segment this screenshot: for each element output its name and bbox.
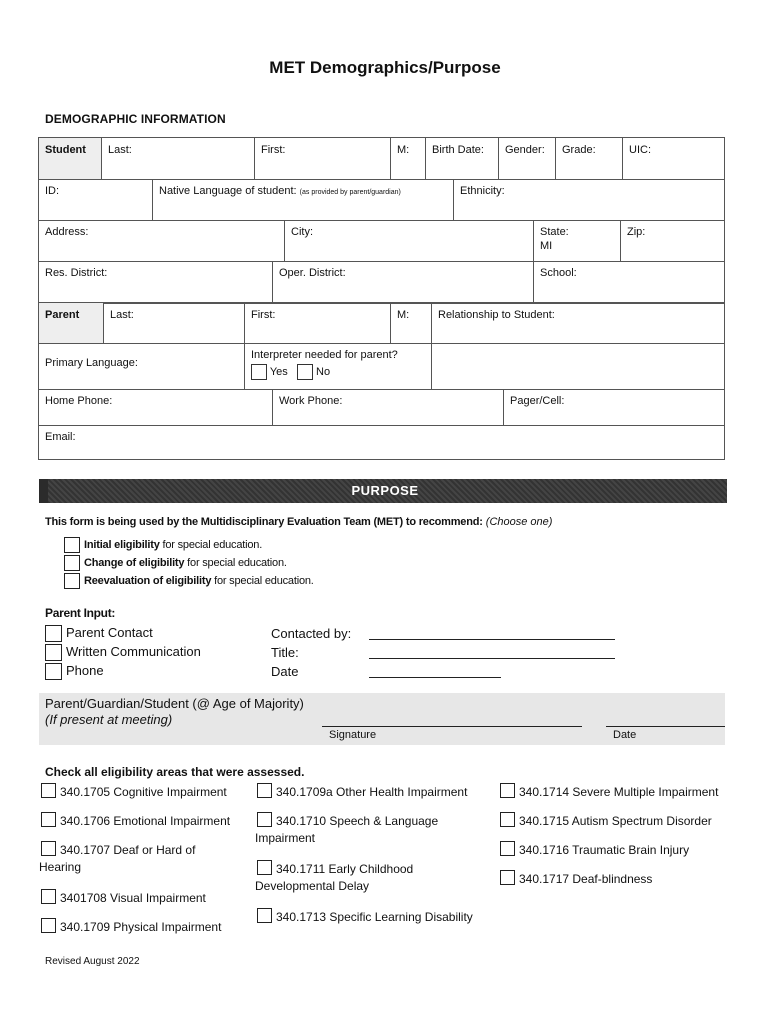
primary-language-field[interactable]: Primary Language: xyxy=(39,343,245,389)
checkbox[interactable] xyxy=(500,870,515,885)
title-label: Title: xyxy=(271,645,299,660)
parent-middle-field[interactable]: M: xyxy=(391,303,432,343)
interpreter-field xyxy=(245,343,432,389)
interpreter-yes-checkbox[interactable] xyxy=(251,364,267,380)
elig-severe-multiple[interactable] xyxy=(500,783,718,799)
city-field[interactable]: City: xyxy=(285,220,534,261)
revision-footer: Revised August 2022 xyxy=(45,956,140,967)
checkbox[interactable] xyxy=(64,573,80,589)
checkbox[interactable] xyxy=(257,812,272,827)
checkbox[interactable] xyxy=(41,889,56,904)
zip-field[interactable]: Zip: xyxy=(627,226,646,238)
language-row xyxy=(39,343,724,390)
interpreter-yes-label: Yes xyxy=(269,365,288,378)
purpose-heading: PURPOSE xyxy=(351,483,419,498)
elig-physical[interactable] xyxy=(41,918,221,934)
elig-label: 340.1709 Physical Impairment xyxy=(60,920,222,934)
blank-field xyxy=(432,343,724,389)
sig-date-label: Date xyxy=(613,729,637,741)
option-label: Parent Contact xyxy=(66,625,153,640)
parent-contact-option[interactable] xyxy=(45,623,201,642)
email-field[interactable]: Email: xyxy=(45,431,76,443)
checkbox[interactable] xyxy=(257,783,272,798)
grade-field[interactable]: Grade: xyxy=(556,138,623,179)
address-field[interactable]: Address: xyxy=(39,220,285,261)
elig-emotional[interactable] xyxy=(41,812,230,828)
option-label: Phone xyxy=(66,663,104,679)
elig-speech[interactable] xyxy=(257,812,438,828)
purpose-option-reevaluation[interactable] xyxy=(64,572,314,590)
elig-visual[interactable] xyxy=(41,889,206,905)
checkbox[interactable] xyxy=(41,783,56,798)
native-language-field[interactable] xyxy=(153,179,454,220)
elig-deaf-hoh-cont: Hearing xyxy=(39,860,82,874)
guardian-signature-box xyxy=(39,693,725,745)
parent-first-field[interactable]: First: xyxy=(245,303,391,343)
elig-other-health[interactable] xyxy=(257,783,467,799)
home-phone-field[interactable]: Home Phone: xyxy=(39,389,273,425)
checkbox[interactable] xyxy=(257,860,272,875)
district-row xyxy=(39,261,724,304)
guardian-line1: Parent/Guardian/Student (@ Age of Majority) xyxy=(45,696,304,711)
contacted-by-label: Contacted by: xyxy=(271,626,352,641)
elig-label: 340.1717 Deaf-blindness xyxy=(519,872,653,886)
parent-name-row xyxy=(39,303,724,344)
elig-label: 340.1716 Traumatic Brain Injury xyxy=(519,843,690,857)
option-rest: for special education. xyxy=(184,557,287,569)
checkbox[interactable] xyxy=(500,783,515,798)
option-bold: Initial eligibility xyxy=(84,539,160,551)
parent-last-field[interactable]: Last: xyxy=(104,303,245,343)
uic-field[interactable]: UIC: xyxy=(629,144,651,156)
checkbox[interactable] xyxy=(500,841,515,856)
purpose-option-change[interactable] xyxy=(64,554,314,572)
student-id-field[interactable]: ID: xyxy=(39,179,153,220)
checkbox[interactable] xyxy=(45,625,62,642)
purpose-banner xyxy=(39,479,727,503)
date-line[interactable] xyxy=(369,677,501,678)
phone-option[interactable] xyxy=(45,661,201,680)
student-name-row xyxy=(39,138,724,180)
sig-date-line[interactable] xyxy=(606,726,725,727)
student-last-field[interactable]: Last: xyxy=(102,138,255,179)
elig-label: 340.1709a Other Health Impairment xyxy=(276,785,468,799)
elig-early-childhood[interactable] xyxy=(257,860,413,876)
parent-input-label: Parent Input: xyxy=(45,606,116,620)
work-phone-field[interactable]: Work Phone: xyxy=(273,389,504,425)
school-field[interactable]: School: xyxy=(540,267,577,279)
interpreter-question: Interpreter needed for parent? xyxy=(251,349,398,361)
option-bold: Reevaluation of eligibility xyxy=(84,575,212,587)
signature-line[interactable] xyxy=(322,726,582,727)
elig-learning[interactable] xyxy=(257,908,473,924)
signature-label: Signature xyxy=(329,729,377,741)
elig-label: 340.1705 Cognitive Impairment xyxy=(60,785,227,799)
native-language-note: (as provided by parent/guardian) xyxy=(299,189,401,196)
elig-label: 340.1710 Speech & Language xyxy=(276,814,439,828)
checkbox[interactable] xyxy=(64,537,80,553)
page-title: MET Demographics/Purpose xyxy=(269,58,501,77)
written-communication-option[interactable] xyxy=(45,642,201,661)
elig-tbi[interactable] xyxy=(500,841,689,857)
elig-label: 340.1706 Emotional Impairment xyxy=(60,814,231,828)
contact-labels xyxy=(271,624,351,681)
elig-deaf-hoh[interactable] xyxy=(41,841,195,857)
purpose-option-initial[interactable] xyxy=(64,536,314,554)
option-label: Written Communication xyxy=(66,644,201,660)
contacted-by-line[interactable] xyxy=(369,639,615,640)
oper-district-field[interactable]: Oper. District: xyxy=(273,261,534,302)
native-language-label: Native Language of student: xyxy=(159,185,297,197)
state-value: MI xyxy=(540,240,553,252)
student-id-row xyxy=(39,179,724,221)
option-rest: for special education. xyxy=(211,575,314,587)
checkbox[interactable] xyxy=(64,555,80,571)
relationship-field[interactable]: Relationship to Student: xyxy=(438,309,555,321)
student-middle-field[interactable]: M: xyxy=(391,138,426,179)
pager-cell-field[interactable]: Pager/Cell: xyxy=(510,395,565,407)
elig-deaf-blindness[interactable] xyxy=(500,870,652,886)
elig-label: 340.1714 Severe Multiple Impairment xyxy=(519,785,719,799)
interpreter-no-label: No xyxy=(316,365,331,378)
date-label: Date xyxy=(271,664,299,679)
student-label: Student xyxy=(39,138,102,179)
student-first-field[interactable]: First: xyxy=(255,138,391,179)
elig-label: 340.1713 Specific Learning Disability xyxy=(276,910,473,924)
checkbox[interactable] xyxy=(41,812,56,827)
ethnicity-field[interactable]: Ethnicity: xyxy=(460,185,505,197)
purpose-intro xyxy=(45,516,552,528)
elig-cognitive[interactable] xyxy=(41,783,227,799)
purpose-intro-note: (Choose one) xyxy=(485,516,553,528)
elig-speech-cont: Impairment xyxy=(255,831,316,845)
checkbox[interactable] xyxy=(257,908,272,923)
purpose-intro-text: This form is being used by the Multidisciplinary Evaluation Team (MET) to recommend: xyxy=(45,516,483,528)
address-row xyxy=(39,220,724,262)
checkbox[interactable] xyxy=(41,918,56,933)
elig-autism[interactable] xyxy=(500,812,712,828)
interpreter-no-checkbox[interactable] xyxy=(297,364,313,380)
gender-field[interactable]: Gender: xyxy=(499,138,556,179)
eligibility-heading: Check all eligibility areas that were assessed. xyxy=(45,765,305,779)
email-row xyxy=(39,425,724,459)
title-line[interactable] xyxy=(369,658,615,659)
guardian-line2: (If present at meeting) xyxy=(45,712,173,727)
elig-label: 3401708 Visual Impairment xyxy=(60,891,206,905)
elig-label: 340.1711 Early Childhood xyxy=(276,862,414,876)
demographic-heading: DEMOGRAPHIC INFORMATION xyxy=(45,112,226,126)
checkbox[interactable] xyxy=(41,841,56,856)
phone-row xyxy=(39,389,724,426)
option-bold: Change of eligibility xyxy=(84,557,185,569)
checkbox[interactable] xyxy=(45,663,62,680)
res-district-field[interactable]: Res. District: xyxy=(39,261,273,302)
checkbox[interactable] xyxy=(500,812,515,827)
option-rest: for special education. xyxy=(159,539,263,551)
state-label: State: xyxy=(540,226,569,238)
checkbox[interactable] xyxy=(45,644,62,661)
purpose-options xyxy=(64,536,314,590)
elig-label: 340.1715 Autism Spectrum Disorder xyxy=(519,814,712,828)
birth-date-field[interactable]: Birth Date: xyxy=(426,138,499,179)
state-field[interactable] xyxy=(534,220,621,261)
elig-label: 340.1707 Deaf or Hard of xyxy=(60,843,196,857)
parent-input-options xyxy=(45,623,201,680)
elig-early-childhood-cont: Developmental Delay xyxy=(255,879,370,893)
demographic-table xyxy=(38,137,725,460)
parent-label: Parent xyxy=(39,303,104,343)
